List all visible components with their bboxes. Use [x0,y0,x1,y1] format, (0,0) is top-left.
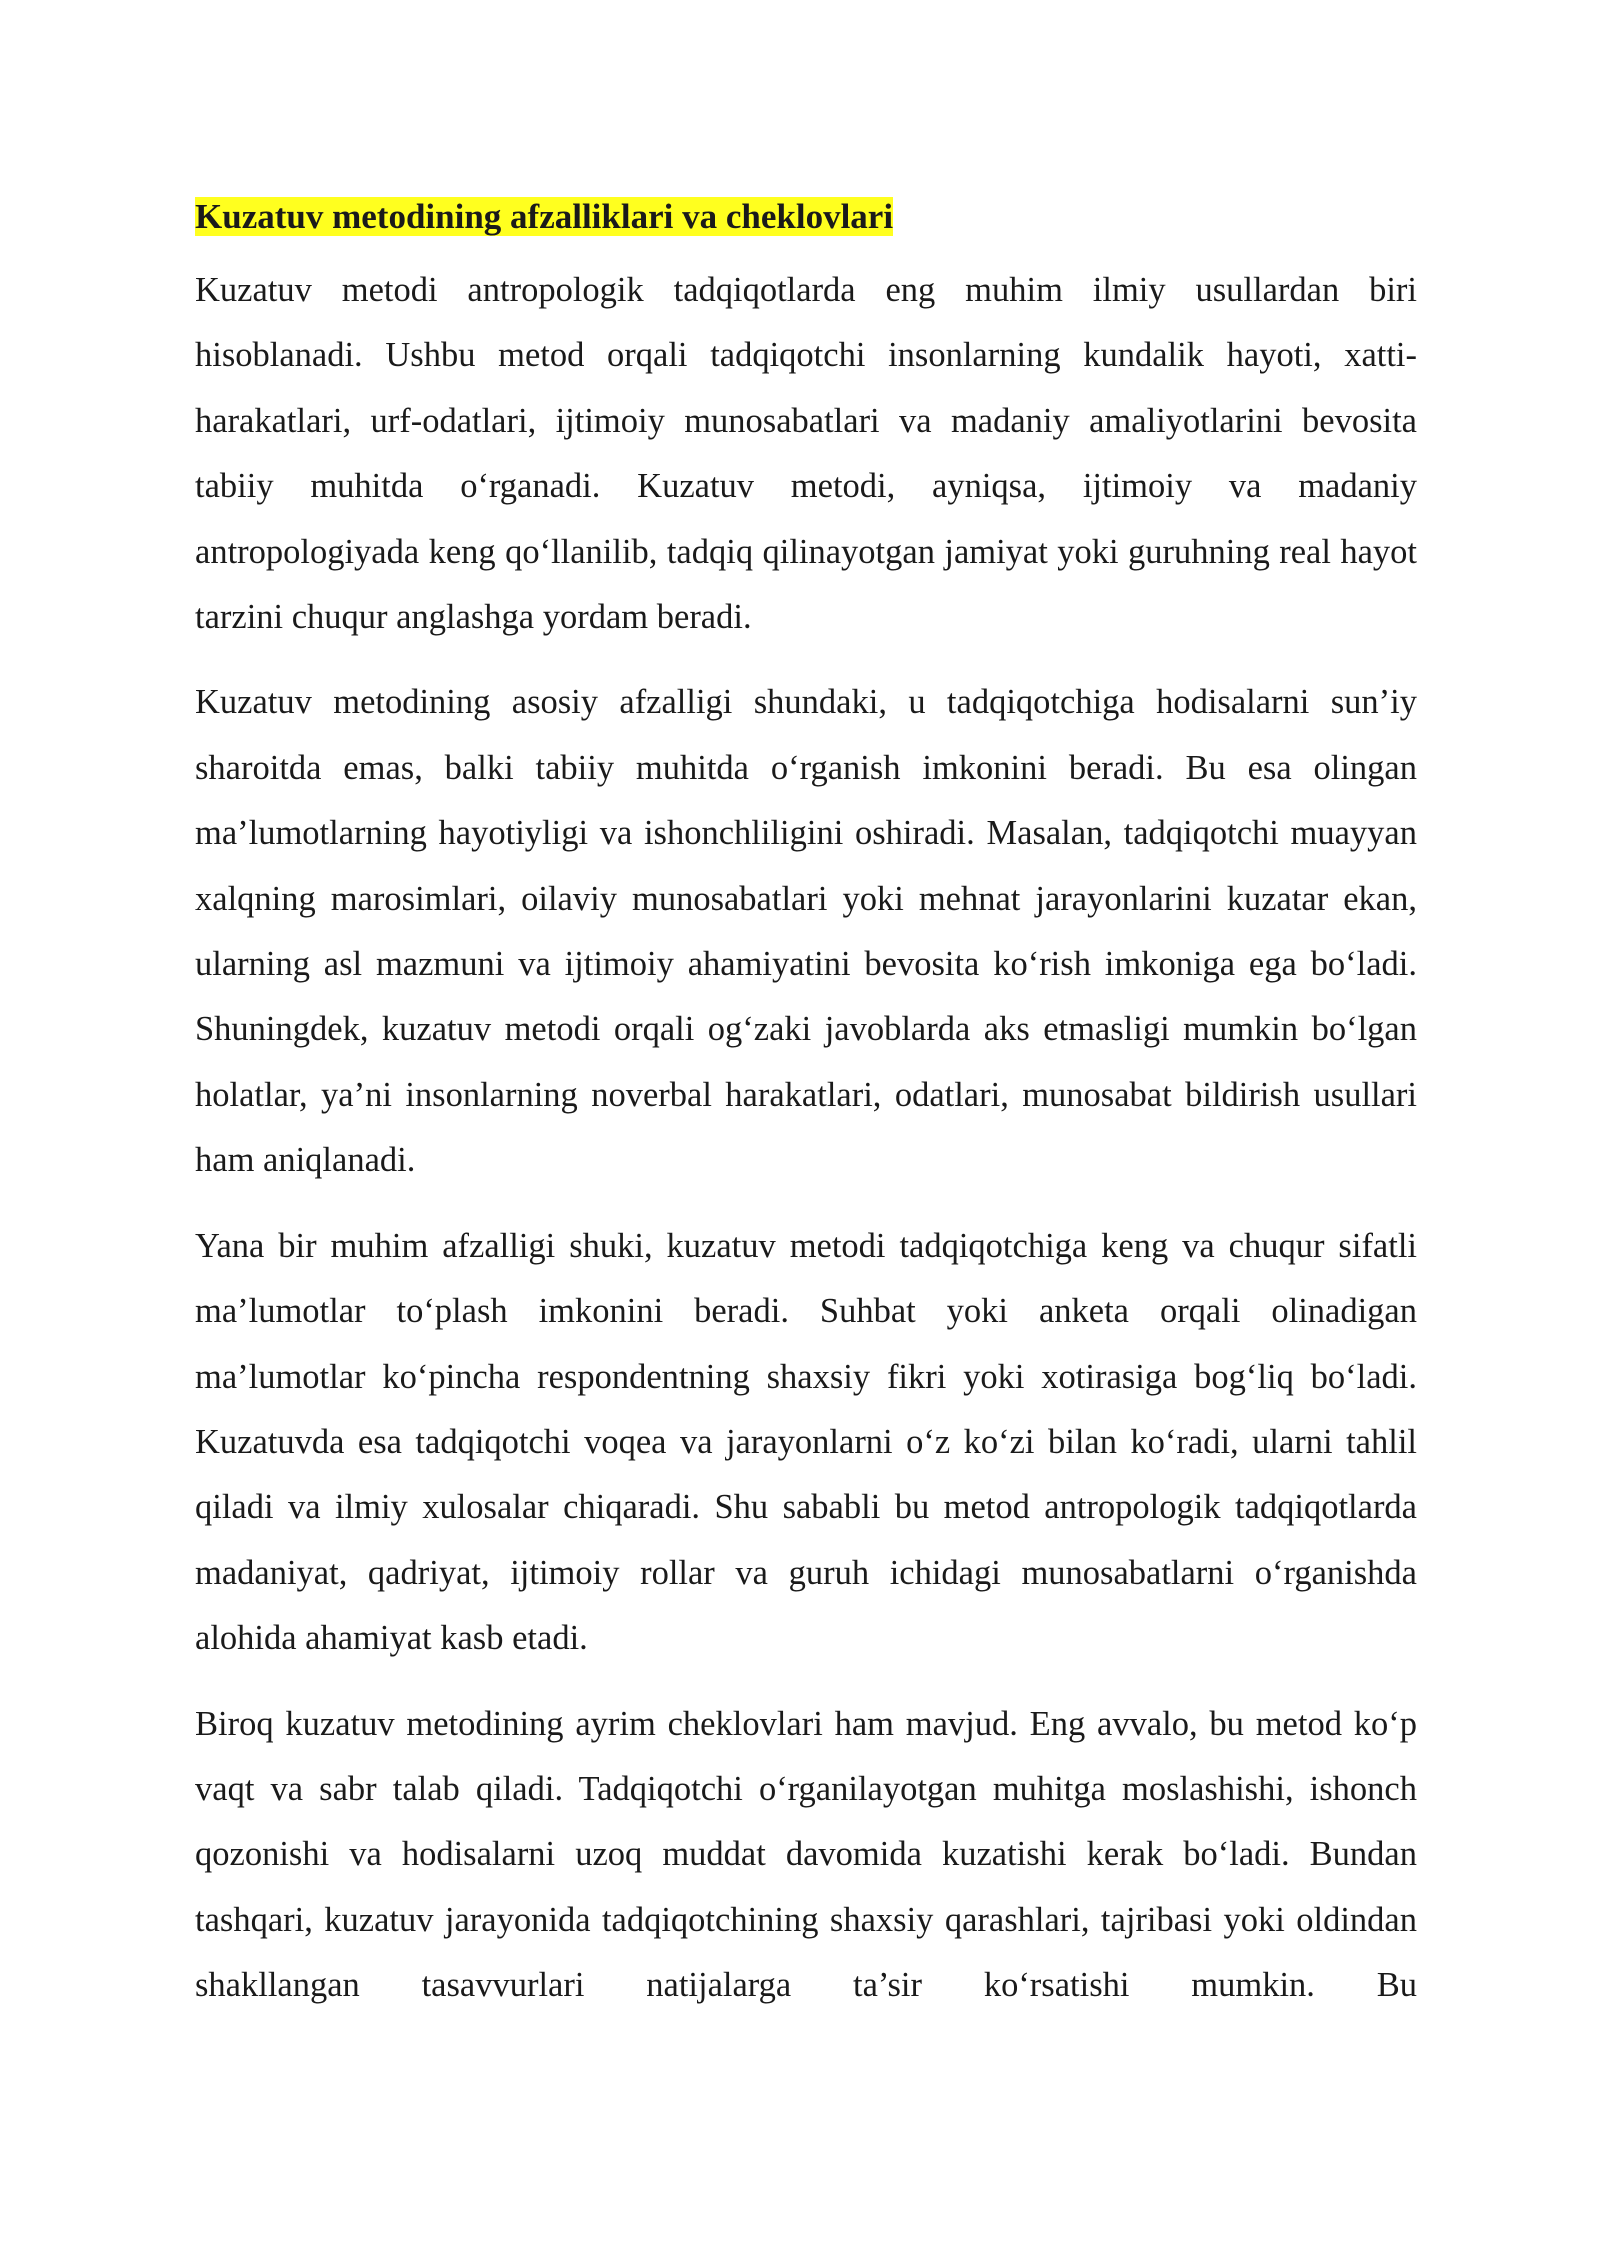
paragraph-intro: Kuzatuv metodi antropologik tadqiqotlarda eng muhim ilmiy usullardan biri hisoblanadi. Ushbu metod orqali tadqiqotchi insonlarning kundalik hayoti, xatti-harakatlari, urf-odatlari, ijtimoiy munosabatlari va madaniy amaliyotlarini bevosita tabiiy muhitda o‘rganadi. Kuzatuv metodi, ayniqsa, ijtimoiy va madaniy antropologiyada keng qo‘llanilib, tadqiq qilinayotgan jamiyat yoki guruhning real hayot tarzini chuqur anglashga yordam beradi. [195,271,1417,637]
paragraph-main-advantage: Kuzatuv metodining asosiy afzalligi shundaki, u tadqiqotchiga hodisalarni sun’iy sharoitda emas, balki tabiiy muhitda o‘rganish imkonini beradi. Bu esa olingan ma’lumotlarning hayotiyligi va ishonchliligini oshiradi. Masalan, tadqiqotchi muayyan xalqning marosimlari, oilaviy munosabatlari yoki mehnat jarayonlarini kuzatar ekan, ularning asl mazmuni va ijtimoiy ahamiyatini bevosita ko‘rish imkoniga ega bo‘ladi. Shuningdek, kuzatuv metodi orqali og‘zaki javoblarda aks etmasligi mumkin bo‘lgan holatlar, ya’ni insonlarning noverbal harakatlari, odatlari, munosabat bildirish usullari ham aniqlanadi. [195,683,1417,1180]
document-title [195,192,1417,242]
document-body [195,192,1417,2019]
paragraph-second-advantage: Yana bir muhim afzalligi shuki, kuzatuv metodi tadqiqotchiga keng va chuqur sifatli ma’lumotlar to‘plash imkonini beradi. Suhbat yoki anketa orqali olinadigan ma’lumotlar ko‘pincha respondentning shaxsiy fikri yoki xotirasiga bog‘liq bo‘ladi. Kuzatuvda esa tadqiqotchi voqea va jarayonlarni o‘z ko‘zi bilan ko‘radi, ularni tahlil qiladi va ilmiy xulosalar chiqaradi. Shu sababli bu metod antropologik tadqiqotlarda madaniyat, qadriyat, ijtimoiy rollar va guruh ichidagi munosabatlarni o‘rganishda alohida ahamiyat kasb etadi. [195,1226,1417,1658]
title-highlight: Kuzatuv metodining afzalliklari va cheklovlari [195,197,894,236]
paragraph-limitations: Biroq kuzatuv metodining ayrim cheklovlari ham mavjud. Eng avvalo, bu metod ko‘p vaqt va sabr talab qiladi. Tadqiqotchi o‘rganilayotgan muhitga moslashishi, ishonch qozonishi va hodisalarni uzoq muddat davomida kuzatishi kerak bo‘ladi. Bundan tashqari, kuzatuv jarayonida tadqiqotchining shaxsiy qarashlari, tajribasi yoki oldindan shakllangan tasavvurlari natijalarga ta’sir ko‘rsatishi mumkin. Bu [195,1704,1417,2005]
